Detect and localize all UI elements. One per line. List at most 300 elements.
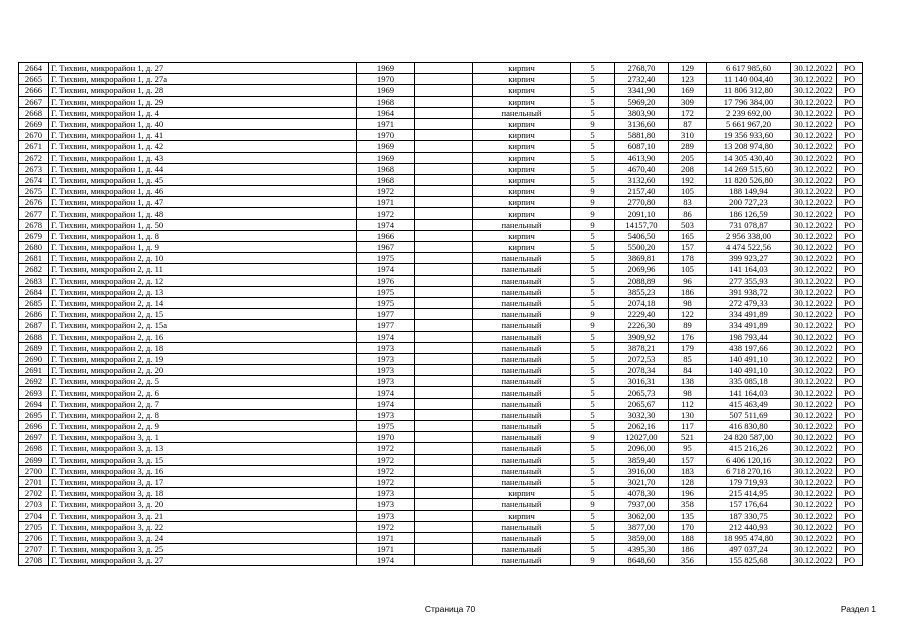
empty-cell [415,208,473,219]
area-cell: 5500,20 [615,242,669,253]
area-cell: 3803,90 [615,107,669,118]
address-cell: Г. Тихвин, микрорайон 1, д. 47 [49,197,357,208]
floors-cell: 5 [571,85,615,96]
residents-cell: 85 [669,353,707,364]
amount-cell: 2 956 338,00 [707,230,791,241]
row-number: 2679 [19,230,49,241]
type-cell: РО [837,376,863,387]
amount-cell: 6 406 120,16 [707,454,791,465]
amount-cell: 155 825,68 [707,555,791,566]
amount-cell: 14 269 515,60 [707,163,791,174]
row-number: 2673 [19,163,49,174]
wall-material-cell: панельный [473,421,571,432]
amount-cell: 416 830,80 [707,421,791,432]
date-cell: 30.12.2022 [791,297,837,308]
amount-cell: 272 479,33 [707,297,791,308]
year-built-cell: 1972 [357,454,415,465]
type-cell: РО [837,286,863,297]
year-built-cell: 1972 [357,443,415,454]
address-cell: Г. Тихвин, микрорайон 3, д. 17 [49,476,357,487]
type-cell: РО [837,476,863,487]
date-cell: 30.12.2022 [791,421,837,432]
address-cell: Г. Тихвин, микрорайон 1, д. 42 [49,141,357,152]
row-number: 2666 [19,85,49,96]
date-cell: 30.12.2022 [791,141,837,152]
address-cell: Г. Тихвин, микрорайон 2, д. 16 [49,331,357,342]
wall-material-cell: панельный [473,476,571,487]
floors-cell: 5 [571,376,615,387]
table-row [19,96,863,107]
floors-cell: 9 [571,320,615,331]
row-number: 2697 [19,432,49,443]
empty-cell [415,141,473,152]
year-built-cell: 1972 [357,465,415,476]
type-cell: РО [837,85,863,96]
floors-cell: 9 [571,208,615,219]
date-cell: 30.12.2022 [791,230,837,241]
empty-cell [415,253,473,264]
year-built-cell: 1973 [357,342,415,353]
amount-cell: 6 718 270,16 [707,465,791,476]
residents-cell: 503 [669,219,707,230]
empty-cell [415,476,473,487]
residents-cell: 188 [669,532,707,543]
date-cell: 30.12.2022 [791,320,837,331]
empty-cell [415,331,473,342]
date-cell: 30.12.2022 [791,74,837,85]
amount-cell: 24 820 587,00 [707,432,791,443]
type-cell: РО [837,275,863,286]
empty-cell [415,107,473,118]
empty-cell [415,465,473,476]
date-cell: 30.12.2022 [791,454,837,465]
wall-material-cell: панельный [473,499,571,510]
wall-material-cell: кирпич [473,130,571,141]
table-row [19,421,863,432]
table-row [19,253,863,264]
wall-material-cell: панельный [473,432,571,443]
area-cell: 3859,00 [615,532,669,543]
table-row [19,130,863,141]
wall-material-cell: кирпич [473,174,571,185]
year-built-cell: 1971 [357,544,415,555]
residents-cell: 83 [669,197,707,208]
amount-cell: 11 806 312,80 [707,85,791,96]
table-row [19,275,863,286]
year-built-cell: 1968 [357,174,415,185]
table-row [19,521,863,532]
residents-cell: 309 [669,96,707,107]
table-row [19,465,863,476]
empty-cell [415,163,473,174]
table-row [19,107,863,118]
area-cell: 2157,40 [615,186,669,197]
year-built-cell: 1966 [357,230,415,241]
residents-cell: 205 [669,152,707,163]
date-cell: 30.12.2022 [791,174,837,185]
row-number: 2691 [19,365,49,376]
table-row [19,152,863,163]
floors-cell: 5 [571,74,615,85]
date-cell: 30.12.2022 [791,309,837,320]
amount-cell: 6 617 985,60 [707,63,791,74]
empty-cell [415,309,473,320]
wall-material-cell: панельный [473,454,571,465]
empty-cell [415,510,473,521]
row-number: 2680 [19,242,49,253]
area-cell: 5406,50 [615,230,669,241]
floors-cell: 5 [571,387,615,398]
area-cell: 3877,00 [615,521,669,532]
type-cell: РО [837,510,863,521]
empty-cell [415,275,473,286]
empty-cell [415,118,473,129]
residents-cell: 186 [669,544,707,555]
wall-material-cell: кирпич [473,96,571,107]
area-cell: 3132,60 [615,174,669,185]
table-row [19,163,863,174]
floors-cell: 5 [571,286,615,297]
address-cell: Г. Тихвин, микрорайон 1, д. 46 [49,186,357,197]
floors-cell: 9 [571,186,615,197]
empty-cell [415,320,473,331]
year-built-cell: 1973 [357,510,415,521]
amount-cell: 4 474 522,56 [707,242,791,253]
amount-cell: 140 491,10 [707,353,791,364]
row-number: 2668 [19,107,49,118]
row-number: 2665 [19,74,49,85]
date-cell: 30.12.2022 [791,432,837,443]
address-cell: Г. Тихвин, микрорайон 3, д. 21 [49,510,357,521]
address-cell: Г. Тихвин, микрорайон 2, д. 18 [49,342,357,353]
year-built-cell: 1971 [357,118,415,129]
year-built-cell: 1973 [357,488,415,499]
empty-cell [415,421,473,432]
table-row [19,342,863,353]
year-built-cell: 1973 [357,365,415,376]
area-cell: 3341,90 [615,85,669,96]
residents-cell: 105 [669,264,707,275]
year-built-cell: 1973 [357,376,415,387]
row-number: 2704 [19,510,49,521]
floors-cell: 5 [571,409,615,420]
type-cell: РО [837,454,863,465]
year-built-cell: 1964 [357,107,415,118]
amount-cell: 731 078,87 [707,219,791,230]
type-cell: РО [837,342,863,353]
empty-cell [415,365,473,376]
address-cell: Г. Тихвин, микрорайон 2, д. 13 [49,286,357,297]
residents-cell: 123 [669,74,707,85]
empty-cell [415,174,473,185]
address-cell: Г. Тихвин, микрорайон 1, д. 43 [49,152,357,163]
row-number: 2685 [19,297,49,308]
address-cell: Г. Тихвин, микрорайон 1, д. 27 [49,63,357,74]
type-cell: РО [837,398,863,409]
type-cell: РО [837,544,863,555]
row-number: 2669 [19,118,49,129]
amount-cell: 186 126,59 [707,208,791,219]
year-built-cell: 1971 [357,197,415,208]
amount-cell: 335 085,18 [707,376,791,387]
wall-material-cell: панельный [473,544,571,555]
row-number: 2702 [19,488,49,499]
address-cell: Г. Тихвин, микрорайон 3, д. 27 [49,555,357,566]
address-cell: Г. Тихвин, микрорайон 3, д. 15 [49,454,357,465]
wall-material-cell: панельный [473,342,571,353]
floors-cell: 5 [571,297,615,308]
year-built-cell: 1976 [357,275,415,286]
floors-cell: 5 [571,275,615,286]
residents-cell: 84 [669,365,707,376]
address-cell: Г. Тихвин, микрорайон 2, д. 5 [49,376,357,387]
area-cell: 2768,70 [615,63,669,74]
row-number: 2690 [19,353,49,364]
amount-cell: 11 820 526,80 [707,174,791,185]
table-row [19,555,863,566]
floors-cell: 9 [571,499,615,510]
year-built-cell: 1974 [357,555,415,566]
type-cell: РО [837,309,863,320]
row-number: 2699 [19,454,49,465]
table-row [19,387,863,398]
area-cell: 14157,70 [615,219,669,230]
year-built-cell: 1972 [357,186,415,197]
year-built-cell: 1972 [357,208,415,219]
empty-cell [415,230,473,241]
wall-material-cell: панельный [473,309,571,320]
type-cell: РО [837,421,863,432]
wall-material-cell: кирпич [473,242,571,253]
row-number: 2688 [19,331,49,342]
table-row [19,409,863,420]
date-cell: 30.12.2022 [791,197,837,208]
table-row [19,499,863,510]
date-cell: 30.12.2022 [791,96,837,107]
type-cell: РО [837,432,863,443]
floors-cell: 5 [571,152,615,163]
type-cell: РО [837,63,863,74]
floors-cell: 5 [571,63,615,74]
row-number: 2682 [19,264,49,275]
area-cell: 3859,40 [615,454,669,465]
wall-material-cell: кирпич [473,85,571,96]
row-number: 2705 [19,521,49,532]
empty-cell [415,409,473,420]
floors-cell: 9 [571,309,615,320]
area-cell: 5969,20 [615,96,669,107]
wall-material-cell: панельный [473,297,571,308]
row-number: 2667 [19,96,49,107]
type-cell: РО [837,353,863,364]
table-row [19,186,863,197]
type-cell: РО [837,488,863,499]
table-row [19,454,863,465]
address-cell: Г. Тихвин, микрорайон 3, д. 24 [49,532,357,543]
row-number: 2689 [19,342,49,353]
wall-material-cell: панельный [473,331,571,342]
area-cell: 2770,80 [615,197,669,208]
year-built-cell: 1973 [357,499,415,510]
wall-material-cell: панельный [473,409,571,420]
address-cell: Г. Тихвин, микрорайон 2, д. 15 [49,309,357,320]
address-cell: Г. Тихвин, микрорайон 1, д. 27а [49,74,357,85]
residents-cell: 169 [669,85,707,96]
empty-cell [415,432,473,443]
area-cell: 7937,00 [615,499,669,510]
residents-cell: 95 [669,443,707,454]
floors-cell: 5 [571,331,615,342]
type-cell: РО [837,197,863,208]
year-built-cell: 1975 [357,421,415,432]
area-cell: 2065,67 [615,398,669,409]
address-cell: Г. Тихвин, микрорайон 1, д. 50 [49,219,357,230]
amount-cell: 212 440,93 [707,521,791,532]
floors-cell: 5 [571,532,615,543]
section-label: Раздел 1 [840,604,876,614]
area-cell: 4670,40 [615,163,669,174]
year-built-cell: 1972 [357,521,415,532]
amount-cell: 438 197,66 [707,342,791,353]
row-number: 2675 [19,186,49,197]
date-cell: 30.12.2022 [791,253,837,264]
table-row [19,488,863,499]
year-built-cell: 1974 [357,331,415,342]
floors-cell: 5 [571,365,615,376]
table-row [19,398,863,409]
housing-registry-table [18,62,863,566]
amount-cell: 13 208 974,80 [707,141,791,152]
area-cell: 4613,90 [615,152,669,163]
residents-cell: 98 [669,387,707,398]
date-cell: 30.12.2022 [791,521,837,532]
area-cell: 3909,92 [615,331,669,342]
date-cell: 30.12.2022 [791,342,837,353]
empty-cell [415,242,473,253]
residents-cell: 128 [669,476,707,487]
type-cell: РО [837,320,863,331]
amount-cell: 19 356 933,60 [707,130,791,141]
wall-material-cell: панельный [473,286,571,297]
empty-cell [415,532,473,543]
address-cell: Г. Тихвин, микрорайон 3, д. 1 [49,432,357,443]
row-number: 2706 [19,532,49,543]
wall-material-cell: панельный [473,264,571,275]
floors-cell: 5 [571,141,615,152]
row-number: 2694 [19,398,49,409]
type-cell: РО [837,409,863,420]
row-number: 2681 [19,253,49,264]
empty-cell [415,376,473,387]
residents-cell: 172 [669,107,707,118]
area-cell: 3016,31 [615,376,669,387]
wall-material-cell: кирпич [473,186,571,197]
empty-cell [415,130,473,141]
address-cell: Г. Тихвин, микрорайон 2, д. 15а [49,320,357,331]
address-cell: Г. Тихвин, микрорайон 3, д. 25 [49,544,357,555]
date-cell: 30.12.2022 [791,409,837,420]
table-row [19,118,863,129]
table-row [19,85,863,96]
floors-cell: 5 [571,398,615,409]
row-number: 2708 [19,555,49,566]
address-cell: Г. Тихвин, микрорайон 3, д. 16 [49,465,357,476]
wall-material-cell: кирпич [473,510,571,521]
residents-cell: 356 [669,555,707,566]
wall-material-cell: панельный [473,107,571,118]
row-number: 2664 [19,63,49,74]
row-number: 2696 [19,421,49,432]
residents-cell: 289 [669,141,707,152]
date-cell: 30.12.2022 [791,264,837,275]
row-number: 2703 [19,499,49,510]
residents-cell: 176 [669,331,707,342]
year-built-cell: 1969 [357,141,415,152]
wall-material-cell: кирпич [473,230,571,241]
type-cell: РО [837,74,863,85]
wall-material-cell: кирпич [473,208,571,219]
empty-cell [415,74,473,85]
table-row [19,230,863,241]
type-cell: РО [837,208,863,219]
residents-cell: 157 [669,454,707,465]
row-number: 2683 [19,275,49,286]
address-cell: Г. Тихвин, микрорайон 1, д. 40 [49,118,357,129]
residents-cell: 138 [669,376,707,387]
date-cell: 30.12.2022 [791,398,837,409]
date-cell: 30.12.2022 [791,365,837,376]
empty-cell [415,85,473,96]
amount-cell: 187 330,75 [707,510,791,521]
empty-cell [415,96,473,107]
empty-cell [415,488,473,499]
area-cell: 2229,40 [615,309,669,320]
area-cell: 4395,30 [615,544,669,555]
year-built-cell: 1975 [357,253,415,264]
empty-cell [415,219,473,230]
residents-cell: 129 [669,63,707,74]
date-cell: 30.12.2022 [791,85,837,96]
area-cell: 2069,96 [615,264,669,275]
wall-material-cell: панельный [473,275,571,286]
area-cell: 2074,18 [615,297,669,308]
residents-cell: 135 [669,510,707,521]
row-number: 2672 [19,152,49,163]
residents-cell: 183 [669,465,707,476]
amount-cell: 18 995 474,80 [707,532,791,543]
floors-cell: 5 [571,163,615,174]
type-cell: РО [837,253,863,264]
area-cell: 2096,00 [615,443,669,454]
amount-cell: 399 923,27 [707,253,791,264]
amount-cell: 17 796 384,00 [707,96,791,107]
amount-cell: 5 661 967,20 [707,118,791,129]
date-cell: 30.12.2022 [791,242,837,253]
type-cell: РО [837,242,863,253]
table-row [19,510,863,521]
empty-cell [415,353,473,364]
date-cell: 30.12.2022 [791,208,837,219]
date-cell: 30.12.2022 [791,275,837,286]
year-built-cell: 1968 [357,163,415,174]
residents-cell: 122 [669,309,707,320]
address-cell: Г. Тихвин, микрорайон 2, д. 14 [49,297,357,308]
year-built-cell: 1967 [357,242,415,253]
date-cell: 30.12.2022 [791,152,837,163]
type-cell: РО [837,174,863,185]
floors-cell: 5 [571,521,615,532]
date-cell: 30.12.2022 [791,465,837,476]
